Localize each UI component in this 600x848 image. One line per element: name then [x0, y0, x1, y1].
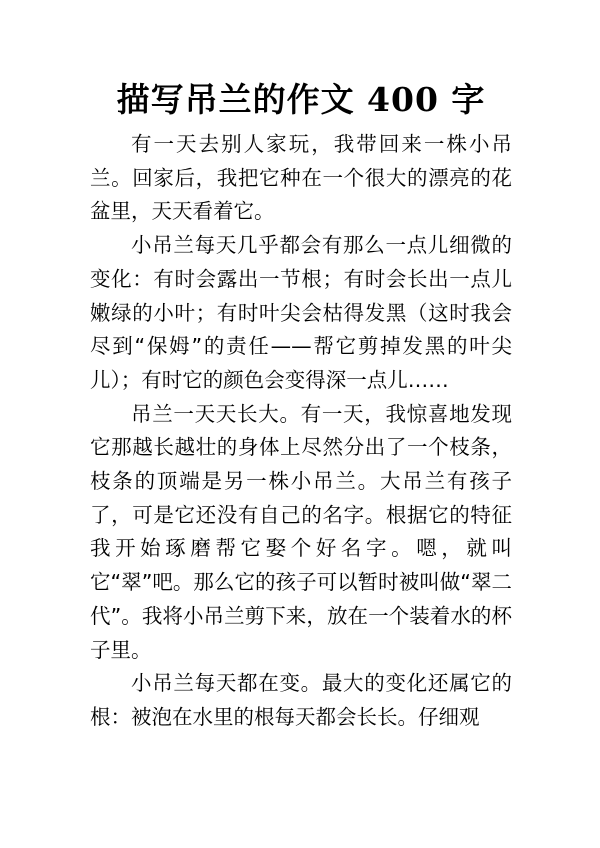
essay-paragraph-3: 吊兰一天天长大。有一天，我惊喜地发现它那越长越壮的身体上尽然分出了一个枝条，枝条的顶端是另一株小吊兰。大吊兰有孩子了，可是它还没有自己的名字。根据它的特征我开始琢磨帮它娶个好名字。嗯，就叫它“翠”吧。那么它的孩子可以暂时被叫做“翠二代”。我将小吊兰剪下来，放在一个装着水的杯子里。: [90, 401, 512, 662]
essay-paragraph-4: 小吊兰每天都在变。最大的变化还属它的根：被泡在水里的根每天都会长长。仔细观: [90, 671, 512, 729]
essay-paragraph-1: 有一天去别人家玩，我带回来一株小吊兰。回家后，我把它种在一个很大的漂亮的花盆里，天天看着它。: [90, 132, 512, 224]
essay-title: 描写吊兰的作文 400 字: [116, 80, 486, 119]
essay-paragraph-2: 小吊兰每天几乎都会有那么一点儿细微的变化：有时会露出一节根；有时会长出一点儿嫩绿的小叶；有时叶尖会枯得发黑（这时我会尽到“保姆”的责任——帮它剪掉发黑的叶尖儿）；有时它的颜色会变得深一点儿……: [90, 233, 512, 392]
